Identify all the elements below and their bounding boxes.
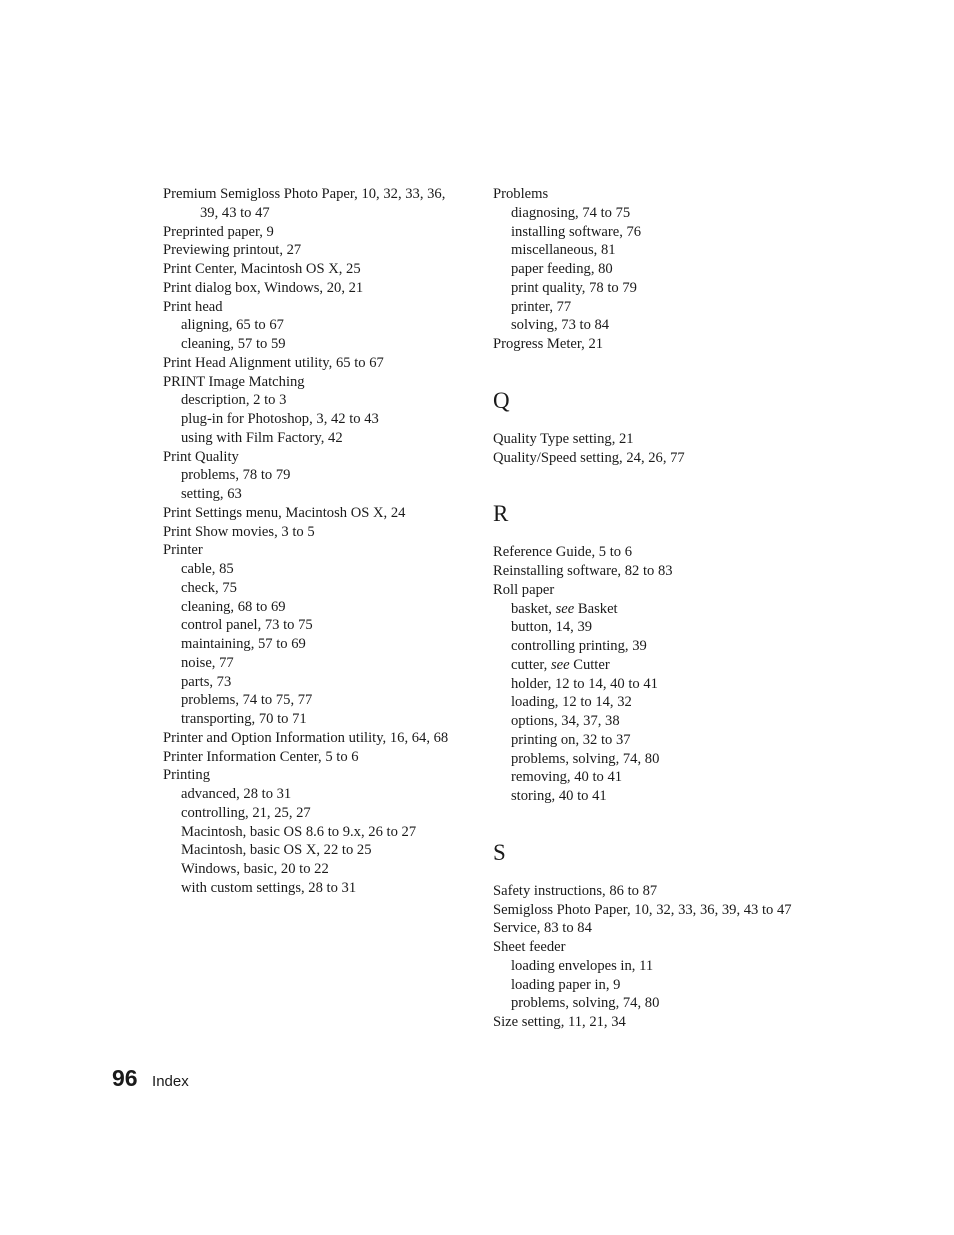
- entry-text: Windows, basic, 20 to 22: [181, 861, 329, 877]
- entry-text: cleaning, 57 to 59: [181, 336, 286, 352]
- index-subentry: [163, 673, 463, 692]
- index-subentry: [493, 787, 793, 806]
- entry-text: Print Center, Macintosh OS X, 25: [163, 261, 361, 277]
- entry-text: diagnosing, 74 to 75: [511, 204, 631, 221]
- entry-text: cutter,: [511, 656, 551, 673]
- entry-text: controlling printing, 39: [511, 638, 647, 654]
- entry-text: holder, 12 to 14, 40 to 41: [511, 675, 658, 692]
- entry-text: Service, 83 to 84: [493, 920, 592, 937]
- index-subentry: [493, 750, 793, 769]
- entry-text: noise, 77: [181, 654, 234, 671]
- entry-text: transporting, 70 to 71: [181, 711, 307, 727]
- entry-text: solving, 73 to 84: [511, 317, 610, 334]
- index-subentry: [163, 316, 463, 335]
- index-entry: [493, 581, 793, 600]
- index-subentry: [163, 485, 463, 504]
- entry-text: basket,: [511, 600, 556, 617]
- entry-text: Quality Type setting, 21: [493, 430, 634, 447]
- index-subentry: [163, 841, 463, 860]
- index-subentry: [163, 598, 463, 617]
- index-entry: [163, 354, 463, 373]
- index-subentry: [493, 618, 793, 637]
- entry-text: Print Quality: [163, 448, 239, 465]
- entry-text: print quality, 78 to 79: [511, 279, 637, 296]
- entry-text: Macintosh, basic OS 8.6 to 9.x, 26 to 27: [181, 823, 417, 840]
- entry-text: plug-in for Photoshop, 3, 42 to 43: [181, 411, 379, 427]
- entry-text: Sheet feeder: [493, 939, 566, 955]
- entry-text: Printer Information Center, 5 to 6: [163, 748, 359, 765]
- entry-text: Print Head Alignment utility, 65 to 67: [163, 354, 384, 371]
- index-subentry: [493, 298, 793, 317]
- section-spacer: [493, 527, 793, 543]
- entry-text: Print head: [163, 298, 223, 315]
- entry-text: button, 14, 39: [511, 619, 593, 636]
- entry-text: control panel, 73 to 75: [181, 617, 313, 634]
- index-entry: [493, 938, 793, 957]
- index-subentry: [163, 691, 463, 710]
- index-entry: [163, 448, 463, 467]
- section-spacer: [493, 806, 793, 840]
- entry-text: problems, solving, 74, 80: [511, 750, 660, 767]
- page-footer: [112, 1065, 189, 1092]
- index-subentry: [163, 635, 463, 654]
- entry-text: Printer and Option Information utility, 16, 64, 68: [163, 729, 449, 746]
- index-subentry: [493, 204, 793, 223]
- index-entry: [163, 373, 463, 392]
- index-subentry: [163, 785, 463, 804]
- index-subentry: [163, 616, 463, 635]
- entry-text: Progress Meter, 21: [493, 336, 604, 352]
- entry-text: Premium Semigloss Photo Paper, 10, 32, 33, 36, 39, 43 to 47: [163, 186, 446, 221]
- see-target: Cutter: [569, 656, 610, 673]
- entry-text: Printing: [163, 767, 211, 784]
- index-subentry: [493, 279, 793, 298]
- index-column-left: [163, 185, 463, 898]
- index-column-right: [493, 185, 793, 1032]
- see-target: Basket: [574, 600, 618, 617]
- index-entry: [163, 523, 463, 542]
- entry-text: problems, 78 to 79: [181, 467, 291, 484]
- index-entry: [493, 543, 793, 562]
- index-subentry: [163, 335, 463, 354]
- index-entry: [493, 430, 793, 449]
- entry-text: paper feeding, 80: [511, 261, 613, 277]
- index-entry: [163, 729, 463, 748]
- index-entry: [493, 185, 793, 204]
- index-subentry: [163, 560, 463, 579]
- index-subentry: [163, 823, 463, 842]
- index-entry: [493, 562, 793, 581]
- index-entry: [493, 449, 793, 468]
- section-spacer: [493, 354, 793, 388]
- index-entry: [163, 279, 463, 298]
- index-subentry: [493, 241, 793, 260]
- index-entry: [163, 185, 463, 223]
- index-subentry: [163, 879, 463, 898]
- entry-text: installing software, 76: [511, 223, 642, 240]
- index-subentry: [493, 693, 793, 712]
- entry-text: Quality/Speed setting, 24, 26, 77: [493, 449, 685, 466]
- entry-text: loading paper in, 9: [511, 976, 621, 993]
- entry-text: parts, 73: [181, 673, 232, 690]
- index-subentry: [163, 466, 463, 485]
- index-subentry: [493, 223, 793, 242]
- index-entry: [493, 919, 793, 938]
- entry-text: Print Show movies, 3 to 5: [163, 523, 315, 540]
- index-subentry: [493, 731, 793, 750]
- entry-text: cable, 85: [181, 561, 234, 577]
- page-number: 96: [112, 1065, 138, 1091]
- entry-text: Macintosh, basic OS X, 22 to 25: [181, 842, 372, 859]
- index-subentry: [493, 768, 793, 787]
- section-spacer: [493, 467, 793, 501]
- entry-text: Print dialog box, Windows, 20, 21: [163, 279, 364, 296]
- index-letter-heading: Q: [493, 387, 510, 413]
- entry-text: Previewing printout, 27: [163, 242, 302, 259]
- index-subentry: [163, 410, 463, 429]
- section-spacer: [493, 414, 793, 430]
- index-entry: [493, 335, 793, 354]
- entry-text: loading, 12 to 14, 32: [511, 694, 632, 711]
- entry-text: cleaning, 68 to 69: [181, 598, 286, 615]
- index-letter-heading: S: [493, 839, 506, 865]
- entry-text: problems, solving, 74, 80: [511, 995, 660, 1012]
- entry-text: Roll paper: [493, 581, 555, 598]
- section-label: Index: [152, 1073, 189, 1090]
- entry-text: loading envelopes in, 11: [511, 957, 654, 974]
- index-subentry: [163, 654, 463, 673]
- entry-text: aligning, 65 to 67: [181, 317, 284, 334]
- entry-text: printing on, 32 to 37: [511, 731, 631, 748]
- entry-text: removing, 40 to 41: [511, 769, 623, 786]
- entry-text: Semigloss Photo Paper, 10, 32, 33, 36, 39, 43 to 47: [493, 901, 792, 918]
- index-entry: [163, 241, 463, 260]
- index-subentry: [493, 994, 793, 1013]
- index-subentry: [163, 579, 463, 598]
- entry-text: printer, 77: [511, 298, 572, 315]
- see-reference: see: [550, 656, 570, 673]
- index-subentry: [493, 316, 793, 335]
- entry-text: options, 34, 37, 38: [511, 713, 620, 729]
- index-entry: [163, 748, 463, 767]
- entry-text: miscellaneous, 81: [511, 242, 616, 259]
- index-subentry: [163, 710, 463, 729]
- index-entry: [163, 541, 463, 560]
- index-entry: [163, 298, 463, 317]
- entry-text: advanced, 28 to 31: [181, 786, 292, 802]
- index-subentry: [493, 712, 793, 731]
- entry-text: storing, 40 to 41: [511, 788, 607, 804]
- index-subentry: [163, 860, 463, 879]
- entry-text: problems, 74 to 75, 77: [181, 692, 313, 709]
- entry-text: Reinstalling software, 82 to 83: [493, 563, 673, 579]
- index-subentry: [163, 391, 463, 410]
- index-entry: [493, 1013, 793, 1032]
- index-subentry: [163, 804, 463, 823]
- index-subentry: [493, 260, 793, 279]
- see-reference: see: [555, 600, 575, 617]
- entry-text: using with Film Factory, 42: [181, 429, 343, 446]
- entry-text: description, 2 to 3: [181, 392, 287, 409]
- entry-text: with custom settings, 28 to 31: [181, 879, 357, 896]
- entry-text: Safety instructions, 86 to 87: [493, 882, 658, 899]
- index-subentry: [493, 675, 793, 694]
- index-entry: [493, 901, 793, 920]
- entry-text: Print Settings menu, Macintosh OS X, 24: [163, 504, 406, 521]
- index-entry: [163, 504, 463, 523]
- index-letter-heading: R: [493, 501, 509, 527]
- index-subentry: [163, 429, 463, 448]
- index-subentry: [493, 600, 793, 619]
- entry-text: PRINT Image Matching: [163, 373, 305, 390]
- entry-text: Reference Guide, 5 to 6: [493, 544, 632, 561]
- index-entry: [163, 766, 463, 785]
- entry-text: check, 75: [181, 579, 237, 596]
- entry-text: Printer: [163, 542, 203, 559]
- index-subentry: [493, 976, 793, 995]
- section-spacer: [493, 866, 793, 882]
- index-subentry: [493, 637, 793, 656]
- entry-text: setting, 63: [181, 486, 242, 502]
- index-entry: [163, 260, 463, 279]
- entry-text: maintaining, 57 to 69: [181, 636, 306, 652]
- index-entry: [163, 223, 463, 242]
- entry-text: Size setting, 11, 21, 34: [493, 1014, 626, 1030]
- index-entry: [493, 882, 793, 901]
- index-subentry: [493, 656, 793, 675]
- entry-text: Preprinted paper, 9: [163, 223, 274, 240]
- entry-text: Problems: [493, 186, 549, 202]
- entry-text: controlling, 21, 25, 27: [181, 804, 311, 821]
- index-subentry: [493, 957, 793, 976]
